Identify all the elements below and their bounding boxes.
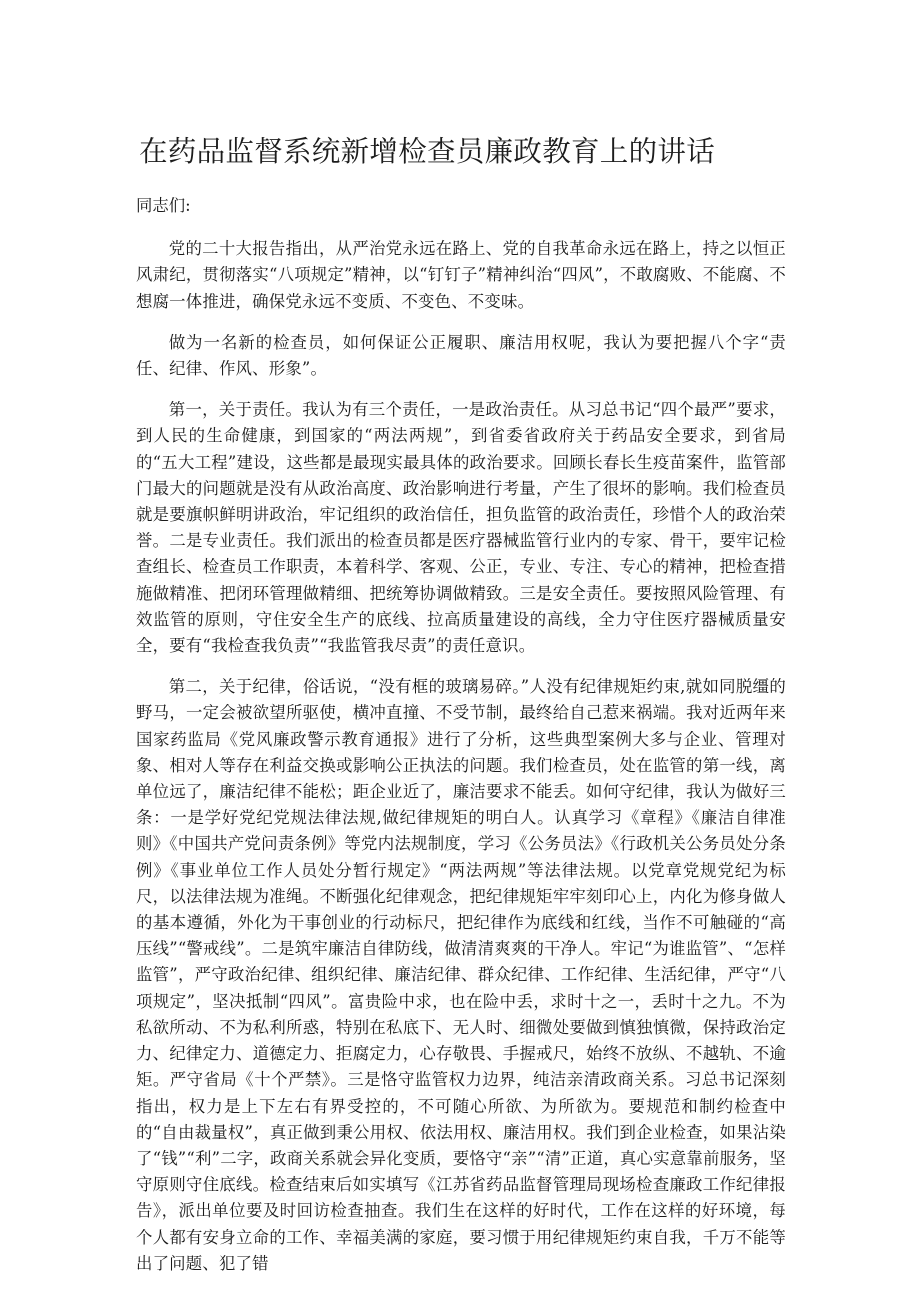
document-title: 在药品监督系统新增检查员廉政教育上的讲话: [139, 135, 716, 168]
document-page: [136, 132, 786, 1292]
paragraph-intro: 党的二十大报告指出，从严治党永远在路上、党的自我革命永远在路上，持之以恒正风肃纪，贯彻落实“八项规定”精神，以“钉钉子”精神纠治“四风”，不敢腐败、不能腐、不想腐一体推进，确保党永远不变质、不变色、不变味。: [136, 239, 786, 311]
greeting: 同志们:: [136, 196, 191, 215]
paragraph-discipline: 第二，关于纪律，俗话说，“没有框的玻璃易碎。”人没有纪律规矩约束,就如同脱缰的野马，一定会被欲望所驱使，横冲直撞、不受节制，最终给自己惹来祸端。我对近两年来国家药监局《党风廉政警示教育通报》进行了分析，这些典型案例大多与企业、管理对象、相对人等存在利益交换或影响公正执法的问题。我们检查员，处在监管的第一线，离单位远了，廉洁纪律不能松；距企业近了，廉洁要求不能丢。如何守纪律，我认为做好三条：一是学好党纪党规法律法规,做纪律规矩的明白人。认真学习《章程》《廉洁自律准则》《中国共产党问责条例》等党内法规制度，学习《公务员法》《行政机关公务员处分条例》《事业单位工作人员处分暂行规定》“两法两规”等法律法规。以党章党规党纪为标尺，以法律法规为准绳。不断强化纪律观念，把纪律规矩牢牢刻印心上，内化为修身做人的基本遵循，外化为干事创业的行动标尺，把纪律作为底线和红线，当作不可触碰的“高压线”“警戒线”。二是筑牢廉洁自律防线，做清清爽爽的干净人。牢记“为谁监管”、“怎样监管”，严守政治纪律、组织纪律、廉洁纪律、群众纪律、工作纪律、生活纪律，严守“八项规定”，坚决抵制“四风”。富贵险中求，也在险中丢，求时十之一，丢时十之九。不为私欲所动、不为私利所惑，特别在私底下、无人时、细微处要做到慎独慎微，保持政治定力、纪律定力、道德定力、拒腐定力，心存敬畏、手握戒尺，始终不放纵、不越轨、不逾矩。严守省局《十个严禁》。三是恪守监管权力边界，纯洁亲清政商关系。习总书记深刻指出，权力是上下左右有界受控的，不可随心所欲、为所欲为。要规范和制约检查中的“自由裁量权”，真正做到秉公用权、依法用权、廉洁用权。我们到企业检查，如果沾染了“钱”“利”二字，政商关系就会异化变质，要恪守“亲”“清”正道，真心实意靠前服务，坚守原则守住底线。检查结束后如实填写《江苏省药品监督管理局现场检查廉政工作纪律报告》，派出单位要及时回访检查抽查。我们生在这样的好时代，工作在这样的好环境，每个人都有安身立命的工作、幸福美满的家庭，要习惯于用纪律规矩约束自我，千万不能等出了问题、犯了错: [136, 677, 786, 1273]
paragraph-four-words: 做为一名新的检查员，如何保证公正履职、廉洁用权呢，我认为要把握八个字“责任、纪律、作风、形象”。: [136, 332, 786, 379]
paragraph-responsibility: 第一，关于责任。我认为有三个责任，一是政治责任。从习总书记“四个最严”要求，到人民的生命健康，到国家的“两法两规”，到省委省政府关于药品安全要求，到省局的“五大工程”建设，这些都是最现实最具体的政治要求。回顾长春长生疫苗案件，监管部门最大的问题就是没有从政治高度、政治影响进行考量，产生了很坏的影响。我们检查员就是要旗帜鲜明讲政治，牢记组织的政治信任，担负监管的政治责任，珍惜个人的政治荣誉。二是专业责任。我们派出的检查员都是医疗器械监管行业内的专家、骨干，要牢记检查组长、检查员工作职责，本着科学、客观、公正，专业、专注、专心的精神，把检查措施做精准、把闭环管理做精细、把统筹协调做精致。三是安全责任。要按照风险管理、有效监管的原则，守住安全生产的底线、拉高质量建设的高线，全力守住医疗器械质量安全，要有“我检查我负责”“我监管我尽责”的责任意识。: [136, 400, 786, 656]
